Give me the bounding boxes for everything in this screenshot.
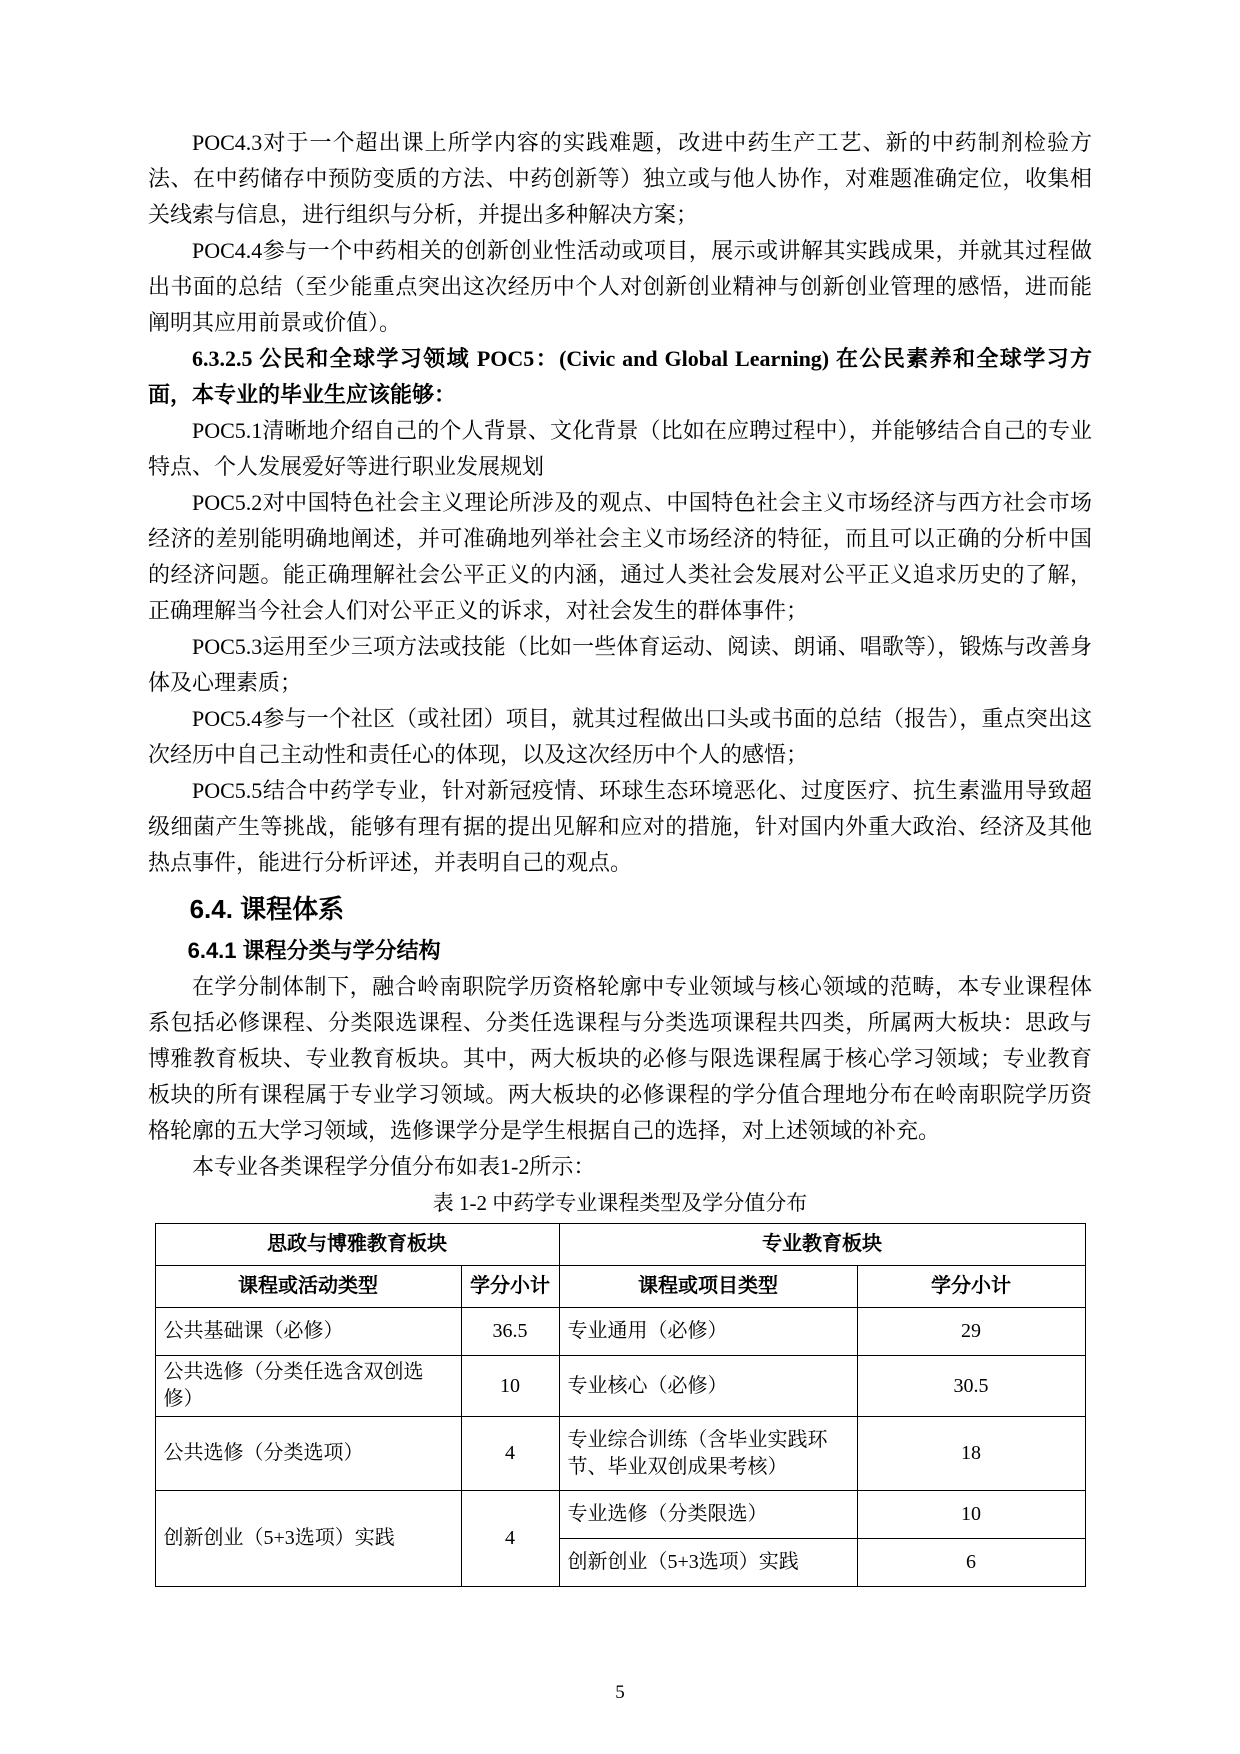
table-cell-right-type: 专业选修（分类限选） bbox=[559, 1491, 857, 1539]
table-cell-left-credit: 4 bbox=[461, 1491, 559, 1587]
heading-6-4: 6.4. 课程体系 bbox=[189, 894, 345, 924]
table-cell-right-credit: 29 bbox=[857, 1308, 1085, 1356]
table-group-header-row bbox=[155, 1224, 1085, 1266]
paragraph-poc5-4: POC5.4参与一个社区（或社团）项目，就其过程做出口头或书面的总结（报告），重点突出这次经历中自己主动性和责任心的体现，以及这次经历中个人的感悟； bbox=[148, 706, 1092, 767]
heading-6-3-2-5: 6.3.2.5 公民和全球学习领域 POC5：(Civic and Global Learning) 在公民素养和全球学习方面，本专业的毕业生应该能够： bbox=[148, 346, 1092, 407]
paragraph-poc5-2: POC5.2对中国特色社会主义理论所涉及的观点、中国特色社会主义市场经济与西方社会市场经济的差别能明确地阐述，并可准确地列举社会主义市场经济的特征，而且可以正确的分析中国的经济问题。能正确理解社会公平正义的内涵，通过人类社会发展对公平正义追求历史的了解，正确理解当今社会人们对公平正义的诉求，对社会发生的群体事件； bbox=[148, 490, 1092, 623]
table-cell-right-credit: 30.5 bbox=[857, 1356, 1085, 1417]
table-cell-right-type: 专业核心（必修） bbox=[559, 1356, 857, 1417]
table-column-header-row bbox=[155, 1266, 1085, 1308]
paragraph-curriculum-intro: 在学分制体制下，融合岭南职院学历资格轮廓中专业领域与核心领域的范畴，本专业课程体系包括必修课程、分类限选课程、分类任选课程与分类选项课程共四类，所属两大板块：思政与博雅教育板块、专业教育板块。其中，两大板块的必修与限选课程属于核心学习领域；专业教育板块的所有课程属于专业学习领域。两大板块的必修课程的学分值合理地分布在岭南职院学历资格轮廓的五大学习领域，选修课学分是学生根据自己的选择，对上述领域的补充。 bbox=[148, 974, 1092, 1143]
paragraph-poc4-3: POC4.3对于一个超出课上所学内容的实践难题，改进中药生产工艺、新的中药制剂检验方法、在中药储存中预防变质的方法、中药创新等）独立或与他人协作，对难题准确定位，收集相关线索与信息，进行组织与分析，并提出多种解决方案； bbox=[148, 130, 1092, 227]
paragraph-poc5-1: POC5.1清晰地介绍自己的个人背景、文化背景（比如在应聘过程中），并能够结合自己的专业特点、个人发展爱好等进行职业发展规划 bbox=[148, 418, 1092, 479]
table-cell-left-type: 公共基础课（必修） bbox=[155, 1308, 461, 1356]
table-col-header-left-credit: 学分小计 bbox=[461, 1266, 559, 1308]
paragraph-table-intro: 本专业各类课程学分值分布如表1-2所示： bbox=[192, 1154, 596, 1179]
table-cell-right-type: 专业综合训练（含毕业实践环节、毕业双创成果考核） bbox=[559, 1417, 857, 1491]
table-cell-left-type: 创新创业（5+3选项）实践 bbox=[155, 1491, 461, 1587]
table-col-header-right-type: 课程或项目类型 bbox=[559, 1266, 857, 1308]
table-row bbox=[155, 1308, 1085, 1356]
paragraph-poc5-3: POC5.3运用至少三项方法或技能（比如一些体育运动、阅读、朗诵、唱歌等），锻炼与改善身体及心理素质； bbox=[148, 634, 1092, 695]
table-row bbox=[155, 1356, 1085, 1417]
table-row bbox=[155, 1417, 1085, 1491]
table-cell-right-credit: 6 bbox=[857, 1539, 1085, 1587]
table-cell-right-type: 专业通用（必修） bbox=[559, 1308, 857, 1356]
table-col-header-right-credit: 学分小计 bbox=[857, 1266, 1085, 1308]
table-cell-left-credit: 4 bbox=[461, 1417, 559, 1491]
heading-6-4-1: 6.4.1 课程分类与学分结构 bbox=[187, 938, 441, 963]
table-col-header-left-type: 课程或活动类型 bbox=[155, 1266, 461, 1308]
page-number: 5 bbox=[615, 1682, 625, 1703]
table-cell-left-credit: 36.5 bbox=[461, 1308, 559, 1356]
table-row bbox=[155, 1491, 1085, 1539]
paragraph-poc4-4: POC4.4参与一个中药相关的创新创业性活动或项目，展示或讲解其实践成果，并就其过程做出书面的总结（至少能重点突出这次经历中个人对创新创业精神与创新创业管理的感悟，进而能阐明其应用前景或价值）。 bbox=[148, 238, 1092, 335]
table-cell-right-type: 创新创业（5+3选项）实践 bbox=[559, 1539, 857, 1587]
course-credit-table bbox=[155, 1223, 1086, 1587]
table-group-header-right: 专业教育板块 bbox=[559, 1224, 1085, 1266]
table-cell-right-credit: 18 bbox=[857, 1417, 1085, 1491]
table-cell-left-type: 公共选修（分类任选含双创选修） bbox=[155, 1356, 461, 1417]
table-cell-left-credit: 10 bbox=[461, 1356, 559, 1417]
table-cell-right-credit: 10 bbox=[857, 1491, 1085, 1539]
table-cell-left-type: 公共选修（分类选项） bbox=[155, 1417, 461, 1491]
paragraph-poc5-5: POC5.5结合中药学专业，针对新冠疫情、环球生态环境恶化、过度医疗、抗生素滥用导致超级细菌产生等挑战，能够有理有据的提出见解和应对的措施，针对国内外重大政治、经济及其他热点事件，能进行分析评述，并表明自己的观点。 bbox=[148, 778, 1092, 875]
table-caption: 表 1-2 中药学专业课程类型及学分值分布 bbox=[432, 1191, 808, 1215]
table-group-header-left: 思政与博雅教育板块 bbox=[155, 1224, 559, 1266]
